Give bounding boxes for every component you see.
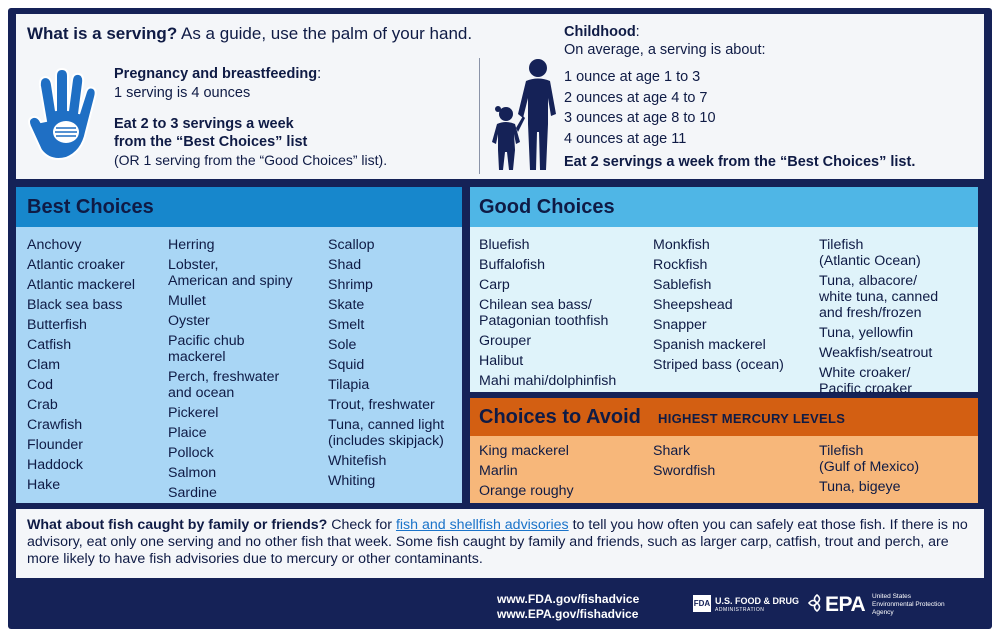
list-item: (Gulf of Mexico) [819,459,920,475]
list-item: Tilefish [819,443,864,459]
epa-url-link[interactable]: www.EPA.gov/fishadvice [497,607,639,621]
epa-full-name [872,593,962,617]
hand-icon [26,66,100,166]
best-col-1 [27,237,135,497]
list-item: Tuna, canned light [328,417,445,433]
list-item: Sardine [168,485,217,501]
list-item: Buffalofish [479,257,545,273]
family-text-before: Check for [331,517,392,533]
avoid-col-2 [653,443,715,483]
avoid-choices-subtitle: HIGHEST MERCURY LEVELS [658,411,846,426]
list-item: Pollock [168,445,214,461]
list-item: White croaker/ [819,365,911,381]
list-item: Crab [27,397,58,413]
list-item: Scallop [328,237,375,253]
childhood-title-line [564,24,640,40]
list-item: American and spiny [168,273,293,289]
family-question: What about fish caught by family or friends? [27,517,328,533]
fda-name: U.S. FOOD & DRUG [715,596,800,606]
list-item: Monkfish [653,237,710,253]
list-item: Tuna, bigeye [819,479,901,495]
serving-section [16,14,984,179]
serving-guide: As a guide, use the palm of your hand. [181,24,473,43]
list-item: Catfish [27,337,72,353]
list-item: mackerel [168,349,226,365]
childhood-colon: : [635,24,640,40]
list-item: Atlantic mackerel [27,277,136,293]
list-item: Whitefish [328,453,387,469]
list-item: Haddock [27,457,83,473]
list-item: Orange roughy [479,483,574,499]
pregnancy-eat-line1: Eat 2 to 3 servings a week [114,116,294,132]
best-choices-title: Best Choices [27,196,154,218]
list-item: Pacific croaker [819,381,913,397]
list-item: Sablefish [653,277,712,293]
list-item: Pickerel [168,405,219,421]
list-item: Salmon [168,465,217,481]
list-item: Grouper [479,333,532,349]
avoid-col-3 [819,443,919,499]
list-item: King mackerel [479,443,569,459]
list-item: Lobster, [168,257,219,273]
childhood-age-1: 1 ounce at age 1 to 3 [564,69,701,85]
list-item: Oyster [168,313,210,329]
childhood-age-4: 4 ounces at age 11 [564,131,687,147]
list-item: Clam [27,357,61,373]
list-item: Shark [653,443,691,459]
list-item: Sheepshead [653,297,733,313]
list-item: Tilapia [328,377,370,393]
avoid-choices-header [470,398,978,436]
list-item: Weakfish/seatrout [819,345,933,361]
best-choices-panel [16,187,462,503]
epa-full-line: Agency [872,609,894,616]
childhood-age-3: 3 ounces at age 8 to 10 [564,110,716,126]
list-item: Halibut [479,353,524,369]
list-item: Herring [168,237,215,253]
list-item: Swordfish [653,463,716,479]
avoid-choices-title: Choices to Avoid [479,406,641,428]
list-item: Trout, freshwater [328,397,435,413]
pregnancy-or: (OR 1 serving from the “Good Choices” list). [114,152,388,168]
pregnancy-title: Pregnancy and breastfeeding [114,66,318,82]
list-item: Mahi mahi/dolphinfish [479,373,617,389]
good-col-1 [479,237,616,393]
serving-heading [27,24,472,44]
list-item: Atlantic croaker [27,257,125,273]
list-item: Snapper [653,317,707,333]
list-item: Mullet [168,293,206,309]
list-item: Shrimp [328,277,373,293]
family-text-after: to tell you how often you can safely eat those fish. If there is no advisory, eat only one serving and no other fish that week. Some fish caught by family and friends, such as larger carp, catfish, trout and perch, are more likely to have fish advisories due to mercury or other contaminants. [27,517,968,567]
list-item: and fresh/frozen [819,305,922,321]
epa-word: EPA [825,593,866,616]
list-item: Crawfish [27,417,83,433]
list-item: white tuna, canned [819,289,939,305]
good-choices-header [470,187,978,227]
avoid-choices-panel [470,398,978,503]
list-item: Patagonian toothfish [479,313,609,329]
childhood-age-2: 2 ounces at age 4 to 7 [564,90,708,106]
fish-advisories-link[interactable]: fish and shellfish advisories [395,517,569,533]
list-item: Skate [328,297,365,313]
fda-url-link[interactable]: www.FDA.gov/fishadvice [497,592,640,606]
epa-full-line: Environmental Protection [872,601,945,608]
best-col-3 [328,237,444,493]
list-item: Rockfish [653,257,708,273]
childhood-average: On average, a serving is about: [564,42,766,58]
list-item: Black sea bass [27,297,123,313]
avoid-col-1 [479,443,574,503]
list-item: Smelt [328,317,365,333]
family-fish-section [16,509,984,578]
best-choices-header [16,187,462,227]
list-item: Anchovy [27,237,82,253]
list-item: Chilean sea bass/ [479,297,592,313]
list-item: Squid [328,357,365,373]
good-choices-panel [470,187,978,397]
list-item: Plaice [168,425,207,441]
epa-flower-icon [807,593,827,613]
list-item: Hake [27,477,61,493]
footer-urls [497,592,639,622]
family-fish-paragraph [27,517,977,568]
good-choices-title: Good Choices [479,196,615,218]
list-item: Tilefish [819,237,864,253]
list-item: Pacific chub [168,333,245,349]
list-item: Sole [328,337,357,353]
fda-admin: ADMINISTRATION [715,607,765,613]
list-item: and ocean [168,385,235,401]
serving-question: What is a serving? [27,24,178,43]
list-item: (Atlantic Ocean) [819,253,921,269]
list-item: Tuna, albacore/ [819,273,918,289]
list-item: Shad [328,257,362,273]
pregnancy-serving: 1 serving is 4 ounces [114,85,251,101]
list-item: Flounder [27,437,83,453]
childhood-title: Childhood [564,24,636,40]
pregnancy-eat-line2: from the “Best Choices” list [114,134,308,150]
children-silhouette-icon [476,54,568,174]
list-item: Perch, freshwater [168,369,280,385]
list-item: Cod [27,377,54,393]
list-item: Whiting [328,473,376,489]
fda-box-mark: FDA [693,595,711,612]
list-item: Spanish mackerel [653,337,766,353]
good-col-2 [653,237,784,377]
list-item: Bluefish [479,237,530,253]
pregnancy-title-line [114,66,321,82]
good-col-3 [819,237,938,397]
childhood-eat: Eat 2 servings a week from the “Best Choices” list. [564,154,916,170]
list-item: (includes skipjack) [328,433,444,449]
list-item: Marlin [479,463,518,479]
pregnancy-colon: : [317,66,322,82]
epa-full-line: United States [872,593,912,600]
list-item: Striped bass (ocean) [653,357,784,373]
list-item: Carp [479,277,510,293]
list-item: Butterfish [27,317,87,333]
best-col-2 [168,237,293,505]
list-item: Tuna, yellowfin [819,325,914,341]
